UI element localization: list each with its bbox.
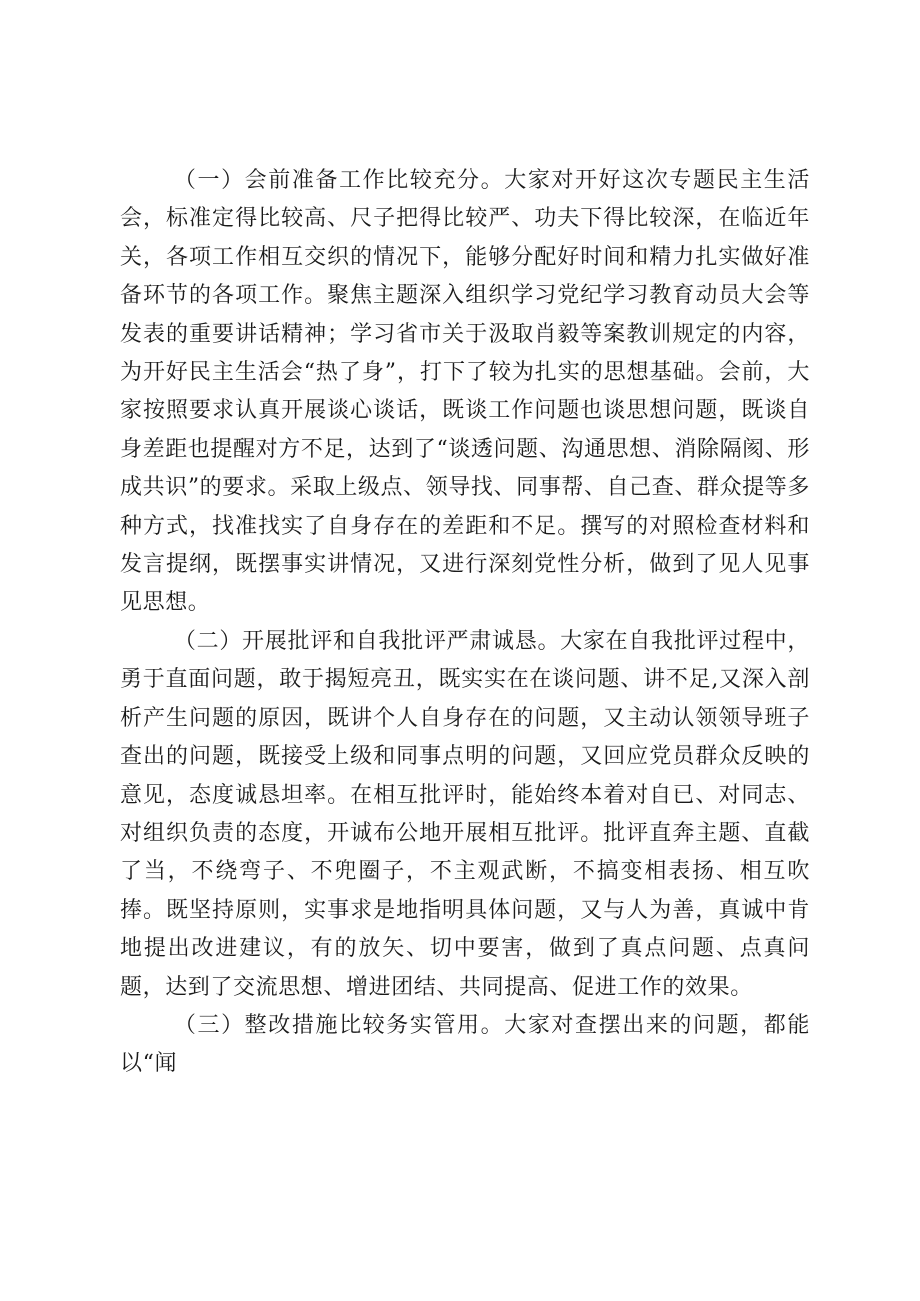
document-body xyxy=(120,162,810,1084)
paragraph-preparation: （一）会前准备工作比较充分。大家对开好这次专题民主生活会，标准定得比较高、尺子把得比较严、功夫下得比较深，在临近年关，各项工作相互交织的情况下，能够分配好时间和精力扎实做好准备环节的各项工作。聚焦主题深入组织学习党纪学习教育动员大会等发表的重要讲话精神；学习省市关于汲取肖毅等案教训规定的内容，为开好民主生活会“热了身”，打下了较为扎实的思想基础。会前，大家按照要求认真开展谈心谈话，既谈工作问题也谈思想问题，既谈自身差距也提醒对方不足，达到了“谈透问题、沟通思想、消除隔阂、形成共识”的要求。采取上级点、领导找、同事帮、自己查、群众提等多种方式，找准找实了自身存在的差距和不足。撰写的对照检查材料和发言提纲，既摆事实讲情况，又进行深刻党性分析，做到了见人见事见思想。 xyxy=(120,168,810,616)
paragraph-rectification: （三）整改措施比较务实管用。大家对查摆出来的问题，都能以“闻 xyxy=(120,1012,810,1077)
paragraph-criticism: （二）开展批评和自我批评严肃诚恳。大家在自我批评过程中，勇于直面问题，敢于揭短亮丑，既实实在在谈问题、讲不足,又深入剖析产生问题的原因，既讲个人自身存在的问题，又主动认领领导班子查出的问题，既接受上级和同事点明的问题，又回应党员群众反映的意见，态度诚恳坦率。在相互批评时，能始终本着对自已、对同志、对组织负责的态度，开诚布公地开展相互批评。批评直奔主题、直截了当，不绕弯子、不兜圈子，不主观武断，不搞变相表扬、相互吹捧。既坚持原则，实事求是地指明具体问题，又与人为善，真诚中肯地提出改进建议，有的放矢、切中要害，做到了真点问题、点真问题，达到了交流思想、增进团结、共同提高、促进工作的效果。 xyxy=(120,628,810,1000)
